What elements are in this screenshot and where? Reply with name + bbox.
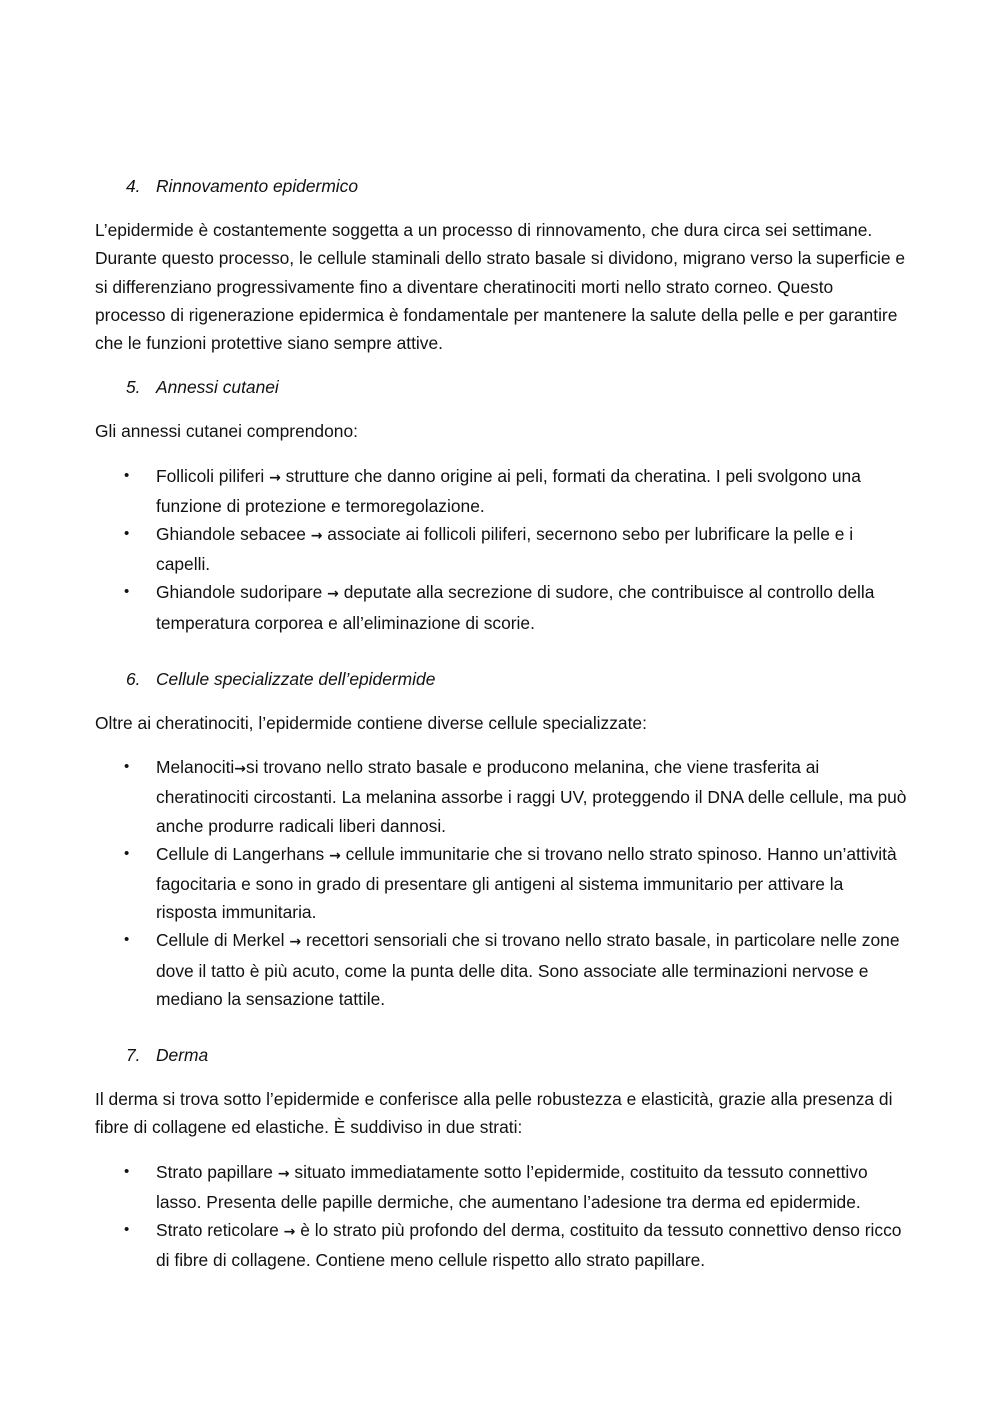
list-item-text: deputate alla secrezione di sudore, che contribuisce al controllo della temperatura corporea e all’eliminazione di scorie. (156, 582, 875, 633)
list-item-text: si trovano nello strato basale e producono melanina, che viene trasferita ai cheratinociti circostanti. La melanina assorbe i raggi UV, proteggendo il DNA delle cellule, ma può anche produrre radicali liberi dannosi. (156, 757, 907, 836)
bullet-list (95, 1158, 907, 1275)
section-number: 6. (126, 668, 141, 689)
section-heading (95, 1041, 907, 1069)
list-item-text: cellule immunitarie che si trovano nello strato spinoso. Hanno un’attività fagocitaria e sono in grado di presentare gli antigeni al sistema immunitario per attivare la risposta immunitaria. (156, 843, 897, 923)
arrow-right-icon: → (329, 847, 341, 864)
list-item-term: Cellule di Merkel (156, 930, 285, 951)
list-item-term: Follicoli piliferi (156, 465, 265, 486)
section-title: Annessi cutanei (156, 377, 279, 398)
list-item-term: Strato papillare (156, 1161, 273, 1182)
section-title: Rinnovamento epidermico (156, 176, 359, 196)
section-heading (95, 373, 907, 401)
arrow-right-icon: → (283, 1224, 296, 1241)
list-item (95, 1158, 907, 1216)
list-item-text: associate ai follicoli piliferi, secernono sebo per lubrificare la pelle e i capelli. (156, 524, 854, 575)
bullet-icon: • (124, 1162, 130, 1180)
arrow-right-icon: → (277, 1165, 290, 1182)
bullet-icon: • (124, 931, 130, 949)
list-item (95, 578, 907, 636)
bullet-list (95, 753, 907, 1013)
list-item (95, 840, 907, 927)
arrow-right-icon: → (289, 934, 302, 951)
list-item-term: Ghiandole sudoripare (156, 582, 323, 603)
section-heading (95, 665, 907, 693)
bullet-list (95, 462, 907, 637)
document-page (95, 172, 907, 1291)
list-item (95, 926, 907, 1013)
section-paragraph: Oltre ai cheratinociti, l’epidermide contiene diverse cellule specializzate: (95, 713, 647, 734)
bullet-icon: • (124, 844, 130, 862)
arrow-right-icon: → (269, 469, 281, 486)
section-heading (95, 172, 907, 200)
list-item-text: è lo strato più profondo del derma, costituito da tessuto connettivo denso ricco di fibre di collagene. Contiene meno cellule rispetto allo strato papillare. (156, 1220, 902, 1271)
list-item-term: Cellule di Langerhans (156, 843, 325, 864)
list-item-text: strutture che danno origine ai peli, formati da cheratina. I peli svolgono una funzione di protezione e termoregolazione. (156, 465, 861, 516)
list-item (95, 1216, 907, 1274)
list-item-text: recettori sensoriali che si trovano nello strato basale, in particolare nelle zone dove il tatto è più acuto, come la punta delle dita. Sono associate alle terminazioni nervose e mediano la sensazione tattile. (156, 930, 900, 1009)
section-title: Derma (156, 1045, 209, 1066)
list-item (95, 753, 907, 840)
bullet-icon: • (124, 1221, 130, 1239)
list-item-text: situato immediatamente sotto l’epidermide, costituito da tessuto connettivo lasso. Presenta delle papille dermiche, che aumentano l’adesione tra derma ed epidermide. (156, 1161, 868, 1212)
arrow-right-icon: → (327, 586, 339, 603)
bullet-icon: • (124, 758, 130, 776)
section-number: 5. (126, 377, 141, 398)
list-item-term: Strato reticolare (156, 1220, 279, 1241)
section-paragraph: Gli annessi cutanei comprendono: (95, 421, 358, 442)
section-number: 7. (126, 1045, 141, 1066)
arrow-right-icon: → (234, 761, 247, 778)
section-paragraph: Il derma si trova sotto l’epidermide e conferisce alla pelle robustezza e elasticità, grazie alla presenza di fibre di collagene ed elastiche. È suddiviso in due strati: (95, 1089, 893, 1138)
list-item (95, 462, 907, 520)
section-number: 4. (126, 176, 141, 196)
arrow-right-icon: → (310, 528, 323, 545)
bullet-icon: • (124, 525, 130, 543)
bullet-icon: • (124, 583, 130, 601)
bullet-icon: • (124, 466, 130, 484)
list-item-term: Melanociti (156, 757, 235, 778)
section-title: Cellule specializzate dell’epidermide (156, 668, 436, 689)
list-item (95, 520, 907, 578)
list-item-term: Ghiandole sebacee (156, 524, 306, 545)
section-paragraph: L’epidermide è costantemente soggetta a un processo di rinnovamento, che dura circa sei settimane. Durante questo processo, le cellule staminali dello strato basale si dividono, migrano verso la superficie e si differenziano progressivamente fino a diventare cheratinociti morti nello strato corneo. Questo processo di rigenerazione epidermica è fondamentale per mantenere la salute della pelle e per garantire che le funzioni protettive siano sempre attive. (95, 220, 906, 354)
